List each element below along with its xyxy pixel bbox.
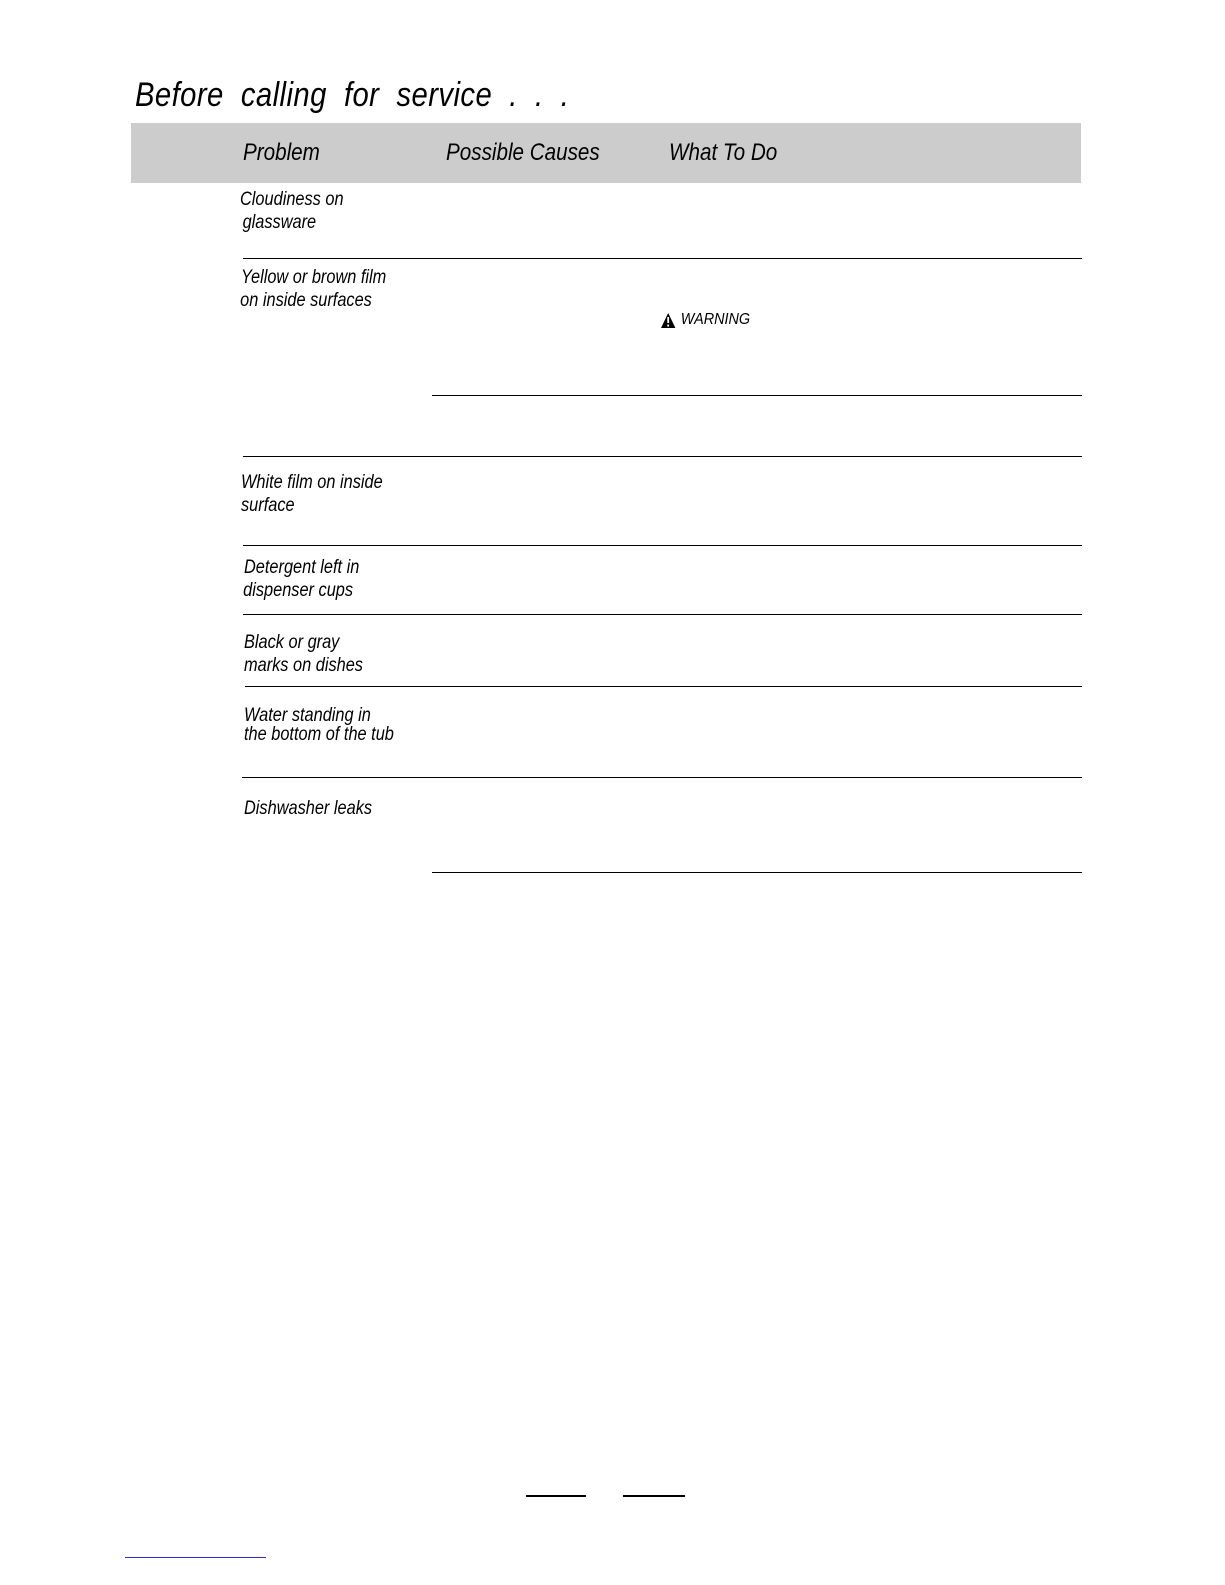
- problem-line: marks on dishes: [244, 655, 363, 676]
- warning-label: [661, 311, 750, 329]
- row-divider: [243, 258, 1082, 259]
- row-divider: [432, 395, 1082, 396]
- column-header-possible-causes: Possible Causes: [446, 139, 600, 166]
- column-header-problem: Problem: [243, 139, 320, 166]
- problem-detergent-left: [244, 556, 359, 602]
- footer-rule-left: [526, 1495, 586, 1497]
- row-divider: [242, 777, 1082, 778]
- problem-line: on inside surfaces: [240, 290, 372, 311]
- warning-triangle-icon: [661, 313, 675, 328]
- problem-cloudiness: [240, 188, 344, 234]
- problem-line: Yellow or brown film: [241, 267, 387, 288]
- row-divider: [243, 456, 1082, 457]
- problem-line: White film on inside: [241, 472, 383, 493]
- problem-dishwasher-leaks: [244, 797, 372, 820]
- problem-water-standing: [244, 706, 394, 744]
- row-divider: [243, 614, 1082, 615]
- problem-line: Cloudiness on: [240, 189, 344, 210]
- problem-line: Water standing in: [244, 705, 371, 726]
- problem-line: dispenser cups: [243, 580, 354, 601]
- footer-rule-right: [623, 1495, 685, 1497]
- page-title: Before calling for service . . .: [135, 76, 570, 114]
- row-divider: [245, 686, 1082, 687]
- warning-text: WARNING: [680, 311, 751, 328]
- problem-yellow-brown-film: [241, 266, 386, 312]
- bottom-link-underline: [125, 1557, 266, 1558]
- problem-white-film: [241, 471, 383, 517]
- problem-line: Dishwasher leaks: [244, 798, 373, 819]
- problem-line: surface: [241, 495, 295, 516]
- problem-line: the bottom of the tub: [244, 724, 394, 745]
- problem-black-gray-marks: [244, 631, 363, 677]
- column-header-what-to-do: What To Do: [669, 139, 778, 166]
- row-divider: [432, 872, 1082, 873]
- problem-line: glassware: [242, 212, 317, 233]
- problem-line: Black or gray: [244, 632, 340, 653]
- row-divider: [243, 545, 1082, 546]
- problem-line: Detergent left in: [244, 557, 360, 578]
